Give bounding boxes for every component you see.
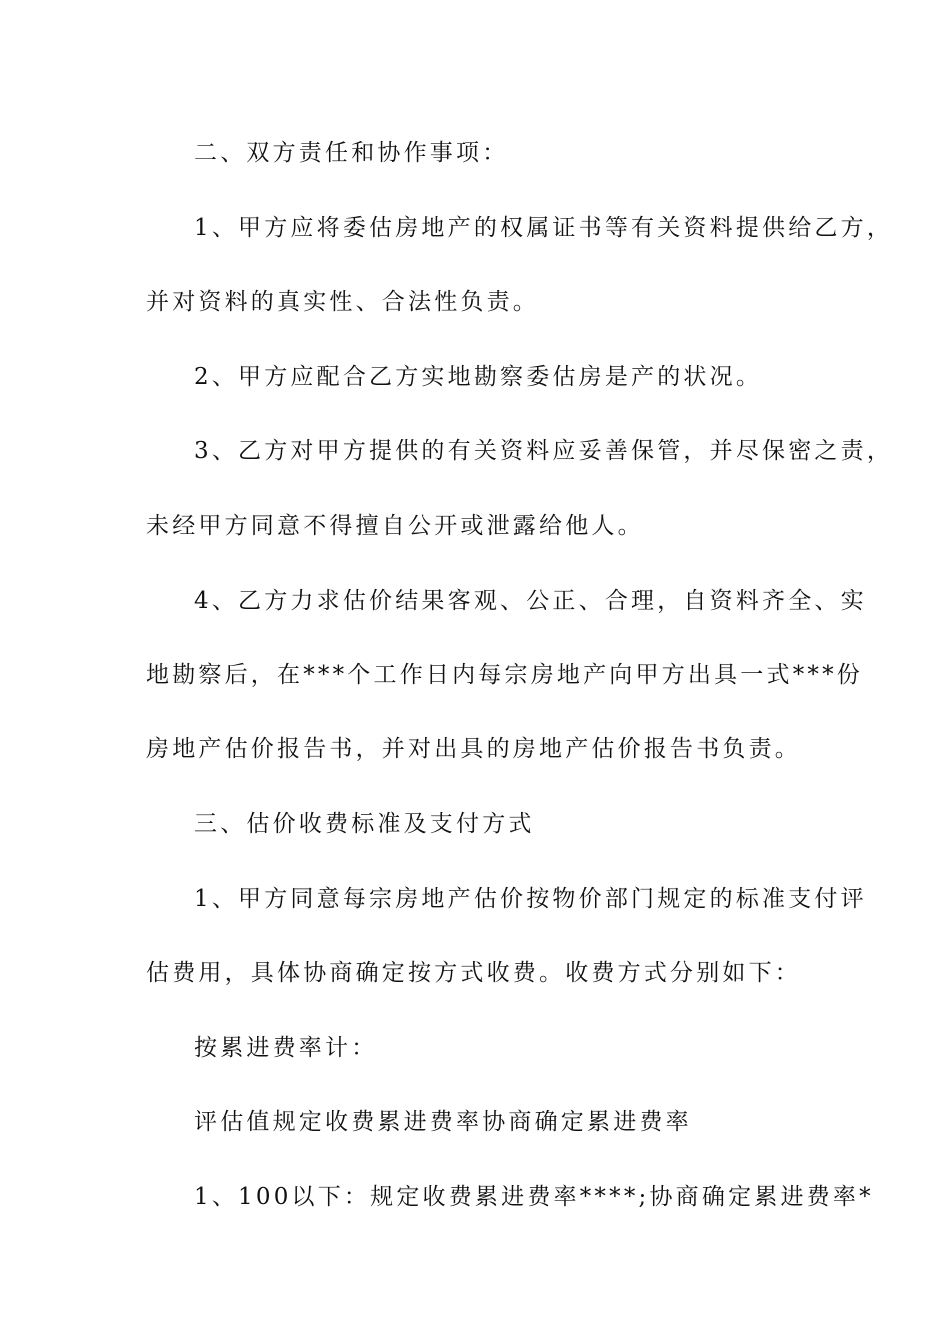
paragraph-line: 3、乙方对甲方提供的有关资料应妥善保管，并尽保密之责， bbox=[194, 438, 894, 464]
paragraph-line: 1、甲方应将委估房地产的权属证书等有关资料提供给乙方， bbox=[194, 215, 894, 241]
paragraph-line: 估费用，具体协商确定按方式收费。收费方式分别如下： bbox=[146, 960, 801, 986]
paragraph-line: 2、甲方应配合乙方实地勘察委估房是产的状况。 bbox=[194, 364, 763, 390]
paragraph-line: 4、乙方力求估价结果客观、公正、合理，自资料齐全、实 bbox=[194, 588, 867, 614]
paragraph-line: 地勘察后，在***个工作日内每宗房地产向甲方出具一式***份 bbox=[146, 662, 863, 688]
paragraph-line: 1、甲方同意每宗房地产估价按物价部门规定的标准支付评 bbox=[194, 886, 867, 912]
paragraph-line: 评估值规定收费累进费率协商确定累进费率 bbox=[194, 1109, 692, 1135]
paragraph-line: 房地产估价报告书，并对出具的房地产估价报告书负责。 bbox=[146, 736, 801, 762]
section-heading-2: 二、双方责任和协作事项： bbox=[194, 140, 509, 166]
paragraph-line: 1、100以下：规定收费累进费率****;协商确定累进费率* bbox=[194, 1184, 874, 1210]
section-heading-3: 三、估价收费标准及支付方式 bbox=[194, 811, 535, 837]
paragraph-line: 未经甲方同意不得擅自公开或泄露给他人。 bbox=[146, 513, 644, 539]
paragraph-line: 并对资料的真实性、合法性负责。 bbox=[146, 289, 539, 315]
paragraph-line: 按累进费率计： bbox=[194, 1035, 378, 1061]
